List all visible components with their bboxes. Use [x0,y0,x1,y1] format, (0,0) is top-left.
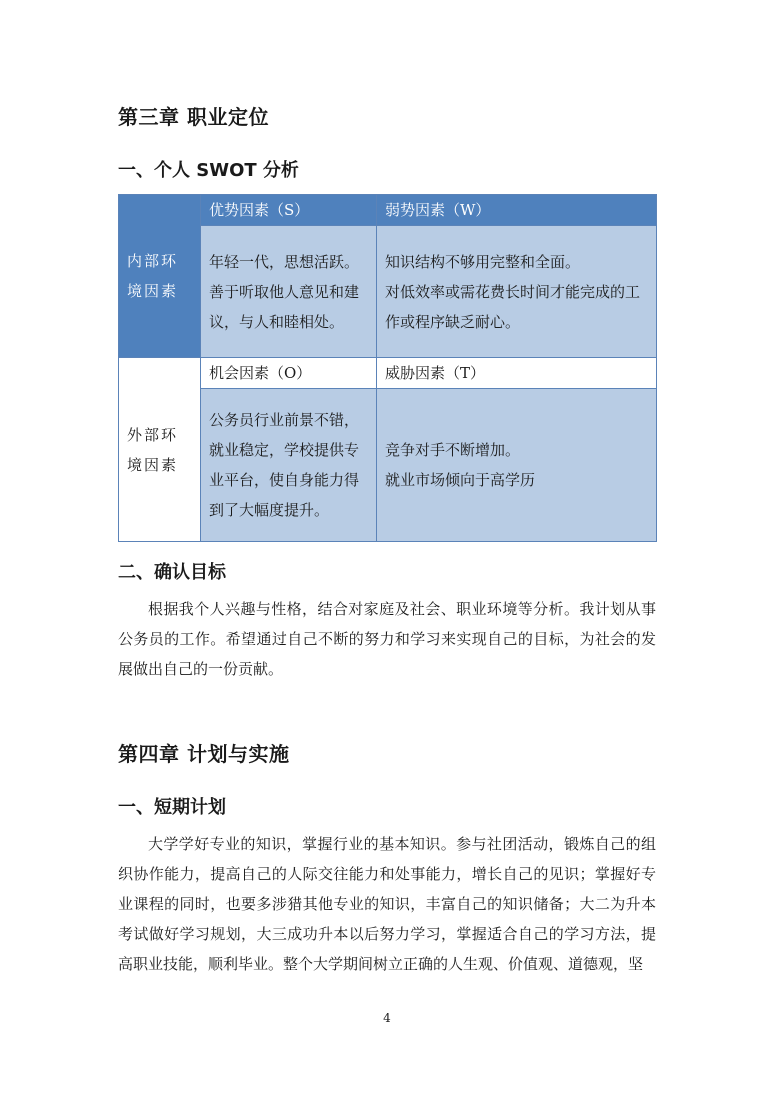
threats-header: 威胁因素（T） [377,358,657,389]
section-swot-title: 一、个人 SWOT 分析 [118,160,299,181]
short-term-paragraph: 大学学好专业的知识，掌握行业的基本知识。参与社团活动，锻炼自己的组织协作能力，提高自己的人际交往能力和处事能力，增长自己的见识；掌握好专业课程的同时，也要多涉猎其他专业的知识，丰富自己的知识储备；大二为升本考试做好学习规划，大三成功升本以后努力学习，掌握适合自己的学习方法，提高职业技能，顺利毕业。整个大学期间树立正确的人生观、价值观、道德观，坚 [118,835,656,973]
section-short-term-title: 一、短期计划 [118,797,226,818]
internal-env-label: 内部环境因素 [119,195,201,358]
goal-paragraph: 根据我个人兴趣与性格，结合对家庭及社会、职业环境等分析。我计划从事公务员的工作。希望通过自己不断的努力和学习来实现自己的目标，为社会的发展做出自己的一份贡献。 [118,600,656,678]
weaknesses-cell: 知识结构不够用完整和全面。 对低效率或需花费长时间才能完成的工作或程序缺乏耐心。 [377,226,657,358]
chapter-4-title: 第四章 计划与实施 [118,742,290,766]
opportunities-cell: 公务员行业前景不错，就业稳定，学校提供专业平台，使自身能力得到了大幅度提升。 [201,389,377,542]
section-goal-title: 二、确认目标 [118,562,226,583]
threats-cell: 竞争对手不断增加。 就业市场倾向于高学历 [377,389,657,542]
chapter-3-title: 第三章 职业定位 [118,105,269,129]
opportunities-header: 机会因素（O） [201,358,377,389]
swot-table [118,194,657,542]
weaknesses-header: 弱势因素（W） [377,195,657,226]
strengths-header: 优势因素（S） [201,195,377,226]
external-env-label: 外部环境因素 [119,358,201,542]
strengths-cell: 年轻一代，思想活跃。善于听取他人意见和建议，与人和睦相处。 [201,226,377,358]
page-number: 4 [383,1011,391,1025]
